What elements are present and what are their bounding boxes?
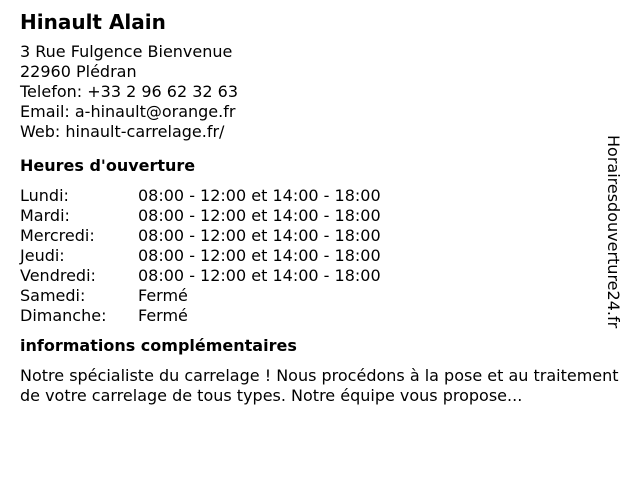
day-hours: 08:00 - 12:00 et 14:00 - 18:00 bbox=[138, 186, 381, 205]
address-line-2: 22960 Plédran bbox=[20, 62, 137, 81]
hours-row-saturday bbox=[20, 286, 625, 306]
info-heading: informations complémentaires bbox=[20, 336, 297, 355]
day-hours: 08:00 - 12:00 et 14:00 - 18:00 bbox=[138, 226, 381, 245]
day-hours: Fermé bbox=[138, 286, 188, 305]
day-label: Dimanche: bbox=[20, 306, 107, 325]
day-label: Jeudi: bbox=[20, 246, 65, 265]
day-label: Samedi: bbox=[20, 286, 86, 305]
web-line: Web: hinault-carrelage.fr/ bbox=[20, 122, 225, 141]
hours-heading: Heures d'ouverture bbox=[20, 156, 196, 175]
day-hours: 08:00 - 12:00 et 14:00 - 18:00 bbox=[138, 246, 381, 265]
hours-row-thursday bbox=[20, 246, 625, 266]
email-line: Email: a-hinault@orange.fr bbox=[20, 102, 236, 121]
hours-row-monday bbox=[20, 186, 625, 206]
day-label: Vendredi: bbox=[20, 266, 96, 285]
day-hours: Fermé bbox=[138, 306, 188, 325]
hours-row-friday bbox=[20, 266, 625, 286]
hours-table bbox=[20, 186, 625, 326]
day-hours: 08:00 - 12:00 et 14:00 - 18:00 bbox=[138, 206, 381, 225]
phone-line: Telefon: +33 2 96 62 32 63 bbox=[20, 82, 239, 101]
day-hours: 08:00 - 12:00 et 14:00 - 18:00 bbox=[138, 266, 381, 285]
day-label: Mardi: bbox=[20, 206, 70, 225]
business-name: Hinault Alain bbox=[20, 10, 166, 34]
hours-row-sunday bbox=[20, 306, 625, 326]
address-line-1: 3 Rue Fulgence Bienvenue bbox=[20, 42, 233, 61]
hours-row-tuesday bbox=[20, 206, 625, 226]
day-label: Lundi: bbox=[20, 186, 69, 205]
hours-row-wednesday bbox=[20, 226, 625, 246]
business-card bbox=[20, 10, 625, 406]
info-description: Notre spécialiste du carrelage ! Nous procédons à la pose et au traitement de votre carrelage de tous types. Notre équipe vous propose... bbox=[20, 366, 619, 405]
site-watermark: Horairesdouverture24.fr bbox=[604, 135, 623, 329]
day-label: Mercredi: bbox=[20, 226, 95, 245]
